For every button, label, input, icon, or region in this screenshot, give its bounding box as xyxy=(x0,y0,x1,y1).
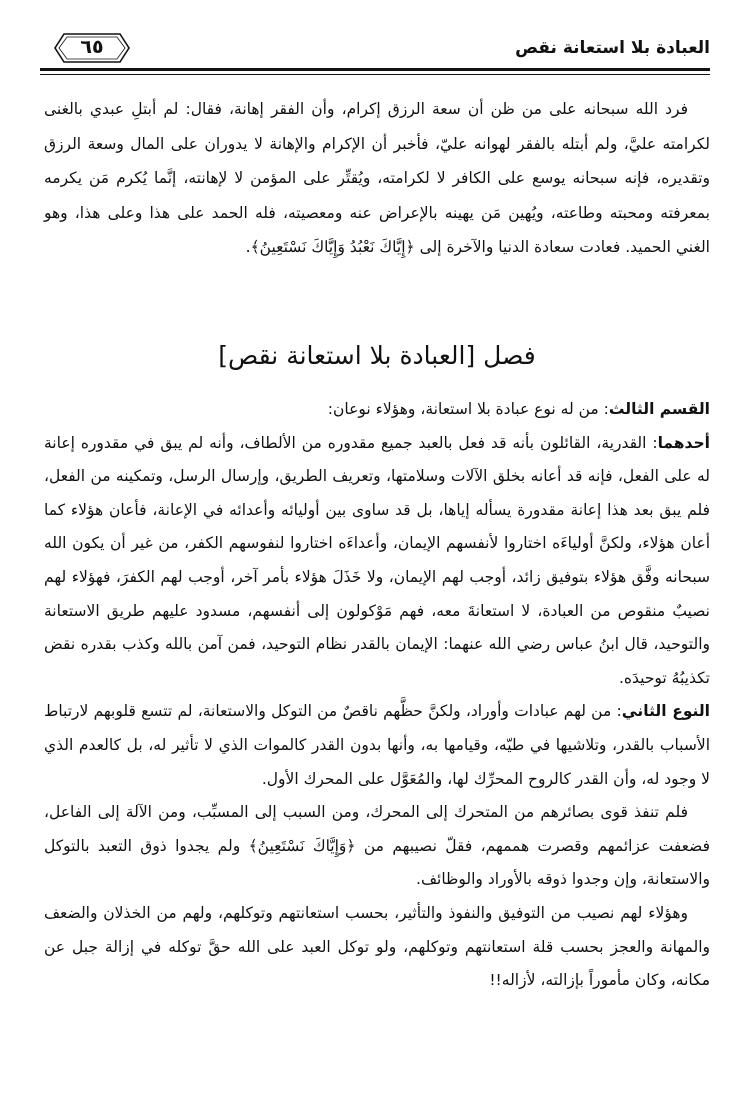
paragraph-text: وهؤلاء لهم نصيب من التوفيق والنفوذ والتأثير، بحسب استعانتهم وتوكلهم، ولهم من الخذلان والضعف والمهانة والعجز بحسب قلة استعانتهم وتوكلهم، ولو توكل العبد على الله حقَّ توكله في إزالة جبل عن مكانه، وكان مأموراً بإزالته، لأزاله!! xyxy=(44,903,710,990)
top-text-block xyxy=(44,92,710,265)
paragraph-text: ولم يجدوا ذوق التعبد بالتوكل والاستعانة، وإن وجدوا ذوقه بالأوراد والوظائف. xyxy=(44,836,710,889)
section-heading: فصل [العبادة بلا استعانة نقص] xyxy=(218,341,536,370)
paragraph-conclusion xyxy=(44,897,710,998)
quran-quote: ﴿وَإِيَّاكَ نَسْتَعِينُ﴾ xyxy=(248,836,356,855)
paragraph-insight xyxy=(44,796,710,897)
paragraph-text: فلم تنفذ قوى بصائرهم من المتحرك إلى المحرك، ومن السبب إلى المسبِّب، ومن الآلة إلى الفاعل، فضعفت عزائمهم وقصرت هممهم، فقلّ نصيبهم من xyxy=(44,803,710,855)
page-header xyxy=(40,30,710,70)
paragraph-text: فرد الله سبحانه على من ظن أن سعة الرزق إكرام، وأن الفقر إهانة، فقال: لم أبتلِ عبدي بالغنى لكرامته عليَّ، ولم أبتله بالفقر لهوانه عليّ، فأخبر أن الإكرام والإهانة لا يدوران على المال وسعة الرزق وتقديره، فإنه سبحانه يوسع على الكافر لا لكرامته، ويُقتِّر على المؤمن لا لإهانته، إنَّما يُكرم مَن يكرمه بمعرفته ومحبته وطاعته، ويُهين مَن يهينه بالإعراض عنه ومعصيته، فله الحمد على هذا وعلى هذا، وهو الغني الحميد. فعادت سعادة الدنيا والآخرة إلى xyxy=(44,100,710,256)
header-rule-thick xyxy=(40,68,710,71)
paragraph-lead: القسم الثالث xyxy=(608,400,710,418)
page-number-frame xyxy=(54,33,130,63)
paragraph-lead: أحدهما xyxy=(657,433,710,452)
main-text-block xyxy=(44,393,710,998)
paragraph-text: : القدرية، القائلون بأنه قد فعل بالعبد جميع مقدوره من الألطاف، وأنه لم يبق في مقدوره إعانة له على الفعل، فإنه قد أعانه بخلق الآلات وسلامتها، وتعريف الطريق، وإرسال الرسل، وتمكينه من الفعل، فلم يبق بعد هذا إعانة مقدورة يسأله إياها، بل قد ساوى بين أوليائه وأعدائه في الإعانة، فأعان هؤلاء كما أعان هؤلاء، ولكنَّ أولياءَه اختاروا لأنفسهم الإيمان، وأعداءَه اختاروا لنفوسهم الكفر، من غير أن يكون الله سبحانه وفَّق هؤلاء بتوفيق زائد، أوجب لهم الإيمان، ولا خَذَلَ هؤلاء بأمر آخر، أوجب لهم الكفرَ، فهؤلاء لهم نصيبٌ منقوص من العبادة، لا استعانةَ معه، فهم مَوْكولون إلى أنفسهم، مسدود عليهم طريق الاستعانة والتوحيد، قال ابنُ عباس رضي الله عنهما: الإيمان بالقدر نظام التوحيد، فمن آمن بالله وكذب بقدره نقض تكذيبُهُ توحيدَه. xyxy=(44,433,710,687)
paragraph-lead: النوع الثاني xyxy=(621,702,710,721)
header-rule-thin xyxy=(40,74,710,75)
running-title: العبادة بلا استعانة نقص xyxy=(515,38,710,58)
paragraph-third-category xyxy=(44,393,710,427)
quran-quote: ﴿إِيَّاكَ نَعْبُدُ وَإِيَّاكَ نَسْتَعِينُ﴾. xyxy=(245,238,415,256)
paragraph-continuation xyxy=(44,92,710,265)
paragraph-second-type xyxy=(44,695,710,796)
paragraph-first-type xyxy=(44,427,710,696)
paragraph-text: : من له نوع عبادة بلا استعانة، وهؤلاء نوعان: xyxy=(327,400,609,418)
paragraph-text: : من لهم عبادات وأوراد، ولكنَّ حظَّهم ناقصٌ من التوكل والاستعانة، لم تتسع قلوبهم لارتباط الأسباب بالقدر، وتلاشيها في طيّه، وقيامها به، وأنها بدون القدر كالموات الذي لا تأثير له، بل كالعدم الذي لا وجود له، وأن القدر كالروح المحرِّك لها، والمُعَوَّل على المحرك الأول. xyxy=(44,702,710,788)
page-number: ٦٥ xyxy=(80,36,104,58)
